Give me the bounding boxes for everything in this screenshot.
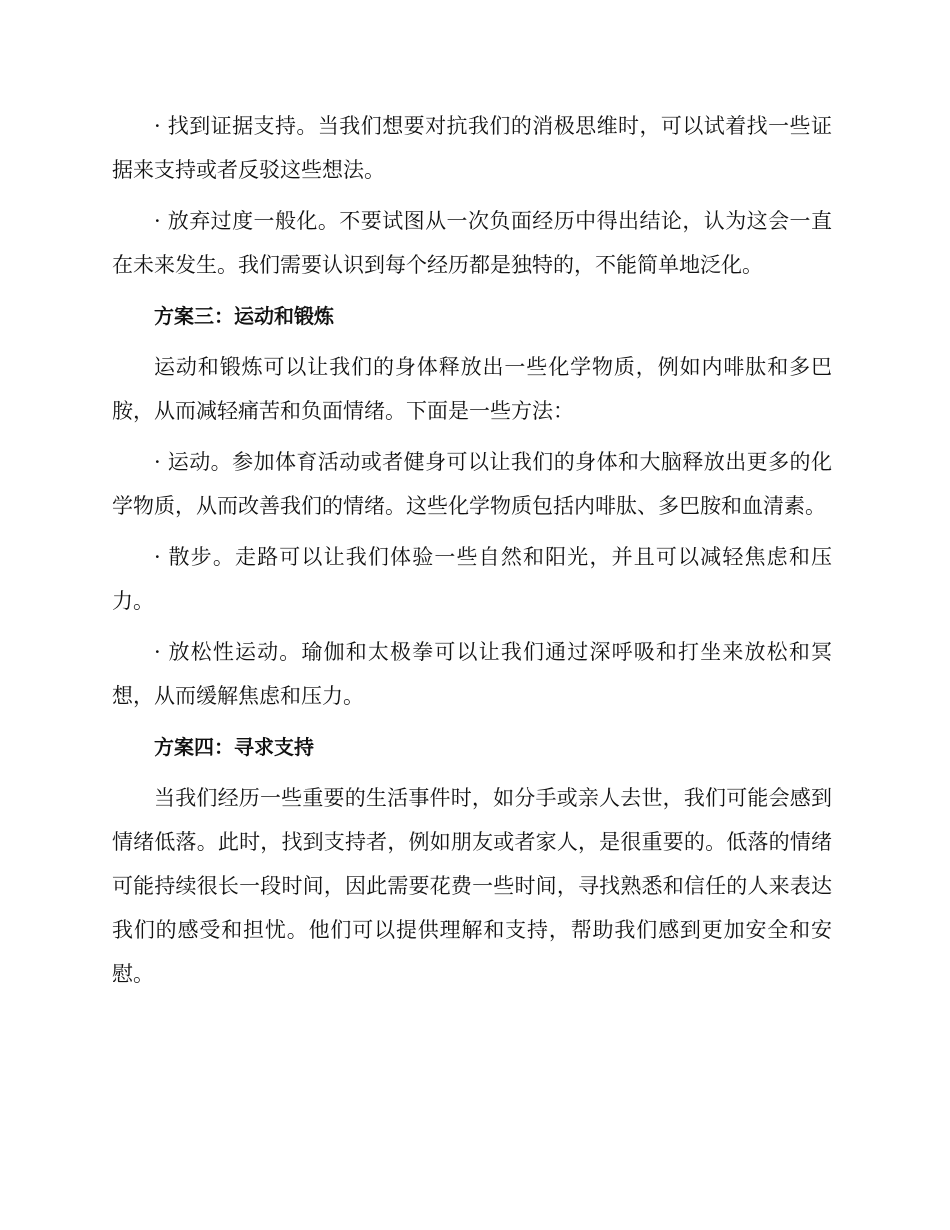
section-heading-exercise: 方案三：运动和锻炼: [154, 304, 334, 328]
section-body-support: 当我们经历一些重要的生活事件时，如分手或亲人去世，我们可能会感到情绪低落。此时，找到支持者，例如朋友或者家人，是很重要的。低落的情绪可能持续很长一段时间，因此需要花费一些时间，寻找熟悉和信任的人来表达我们的感受和担忧。他们可以提供理解和支持，帮助我们感到更加安全和安慰。: [112, 786, 832, 986]
section-intro-exercise: 运动和锻炼可以让我们的身体释放出一些化学物质，例如内啡肽和多巴胺，从而减轻痛苦和负面情绪。下面是一些方法：: [112, 355, 832, 423]
bullet-exercise: · 运动。参加体育活动或者健身可以让我们的身体和大脑释放出更多的化学物质，从而改善我们的情绪。这些化学物质包括内啡肽、多巴胺和血清素。: [112, 450, 832, 518]
bullet-avoid-overgeneralization: · 放弃过度一般化。不要试图从一次负面经历中得出结论，认为这会一直在未来发生。我们需要认识到每个经历都是独特的，不能简单地泛化。: [112, 209, 832, 277]
section-heading-support: 方案四：寻求支持: [154, 735, 314, 759]
bullet-walking: · 散步。走路可以让我们体验一些自然和阳光，并且可以减轻焦虑和压力。: [112, 545, 832, 613]
document-page: [112, 104, 832, 996]
bullet-find-evidence: · 找到证据支持。当我们想要对抗我们的消极思维时，可以试着找一些证据来支持或者反驳这些想法。: [112, 114, 832, 182]
bullet-relaxation: · 放松性运动。瑜伽和太极拳可以让我们通过深呼吸和打坐来放松和冥想，从而缓解焦虑和压力。: [112, 640, 832, 708]
